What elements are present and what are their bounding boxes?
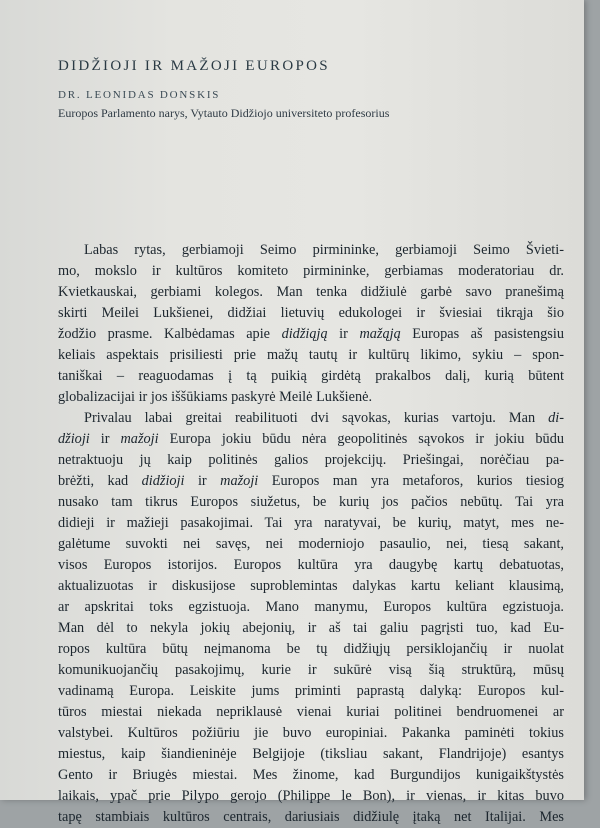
text-line: Kvietkauskai, gerbiami kolegos. Man tenka didžiulė garbė savo pranešimą (58, 284, 564, 300)
text-line: visos Europos istorijos. Europos kultūra yra daugybę kartų debatuotas, (58, 557, 564, 573)
text-line: tūros miestai niekada nepriklausė vienai kuriai politinei bendruomenei ar (58, 704, 564, 720)
article-body (58, 240, 564, 828)
text-line: Man dėl to nekyla jokių abejonių, ir aš tai galiu pagrįsti tuo, kad Eu- (58, 620, 564, 636)
text-line: vadinamą Europa. Leiskite jums priminti paprastą dalyką: Europos kul- (58, 683, 564, 699)
text-line: džioji ir mažoji Europa jokiu būdu nėra geopolitinės sąvokos ir jokiu būdu (58, 431, 564, 447)
text-line: komunikuojančių pasakojimų, kurie ir sukūrė visą šią struktūrą, mūsų (58, 662, 564, 678)
text-line: ropos kultūra būtų neįmanoma be tų didžiųjų persiklojančių ir nuolat (58, 641, 564, 657)
text-line: tapę stambiais kultūros centrais, dariusiais didžiulę įtaką net Italijai. Mes (58, 809, 564, 825)
text-line: žodžio prasme. Kalbėdamas apie didžiąją ir mažąją Europas aš pasistengsiu (58, 326, 564, 342)
text-line: globalizacijai ir jos iššūkiams paskyrė Meilė Lukšienė. (58, 389, 373, 405)
text-line: keliais aspektais prisiliesti prie mažų tautų ir kultūrų likimo, sykiu – spon- (58, 347, 564, 363)
article-title: DIDŽIOJI IR MAŽOJI EUROPOS (58, 58, 330, 74)
article-header (58, 58, 558, 121)
text-line: taniškai – reaguodamas į tą puikią girdėtą prakalbos dalį, kurią būtent (58, 368, 564, 384)
text-line: galėtume suvokti nei savęs, nei moderniojo pasaulio, nei, tiesą sakant, (58, 536, 564, 552)
text-line: ar apskritai toks egzistuoja. Mano manymu, Europos kultūra egzistuoja. (58, 599, 564, 615)
text-line: mo, mokslo ir kultūros komiteto pirmininke, gerbiamas moderatoriau dr. (58, 263, 564, 279)
text-line: Gento ir Briugės miestai. Mes žinome, kad Burgundijos kunigaikštystės (58, 767, 564, 783)
text-line: miestus, kaip šiandieninėje Belgijoje (tiksliau sakant, Flandrijoje) esantys (58, 746, 564, 762)
paragraph-1 (58, 240, 564, 408)
text-line: Labas rytas, gerbiamoji Seimo pirmininke, gerbiamoji Seimo Švieti- (84, 242, 564, 258)
author-affiliation: Europos Parlamento narys, Vytauto Didžiojo universiteto profesorius (58, 106, 390, 120)
author-name: DR. LEONIDAS DONSKIS (58, 89, 221, 101)
text-line: aktualizuotas ir diskusijose suproblemintas dalykas kartu keliant klausimą, (58, 578, 564, 594)
text-line: didieji ir mažieji pasakojimai. Tai yra naratyvai, be kurių, matyt, mes ne- (58, 515, 564, 531)
text-line: laikais, ypač prie Pilypo gerojo (Philippe le Bon), ir vienas, ir kitas buvo (58, 788, 564, 804)
text-line: skirti Meilei Lukšienei, didžiai lietuvių edukologei ir šviesiai tikrąja šio (58, 305, 564, 321)
text-line: brėžti, kad didžioji ir mažoji Europos man yra metaforos, kurios tiesiog (58, 473, 564, 489)
text-line: valstybei. Kultūros požiūriu jie buvo europiniai. Pakanka paminėti tokius (58, 725, 564, 741)
text-line: Privalau labai greitai reabilituoti dvi sąvokas, kurias vartoju. Man di- (84, 410, 564, 426)
text-line: nusako tam tikrus Europos siužetus, be kurių jos pačios nebūtų. Tai yra (58, 494, 564, 510)
paragraph-2 (58, 408, 564, 828)
text-line: netraktuoju jų kaip politinės galios projekcijų. Priešingai, norėčiau pa- (58, 452, 564, 468)
